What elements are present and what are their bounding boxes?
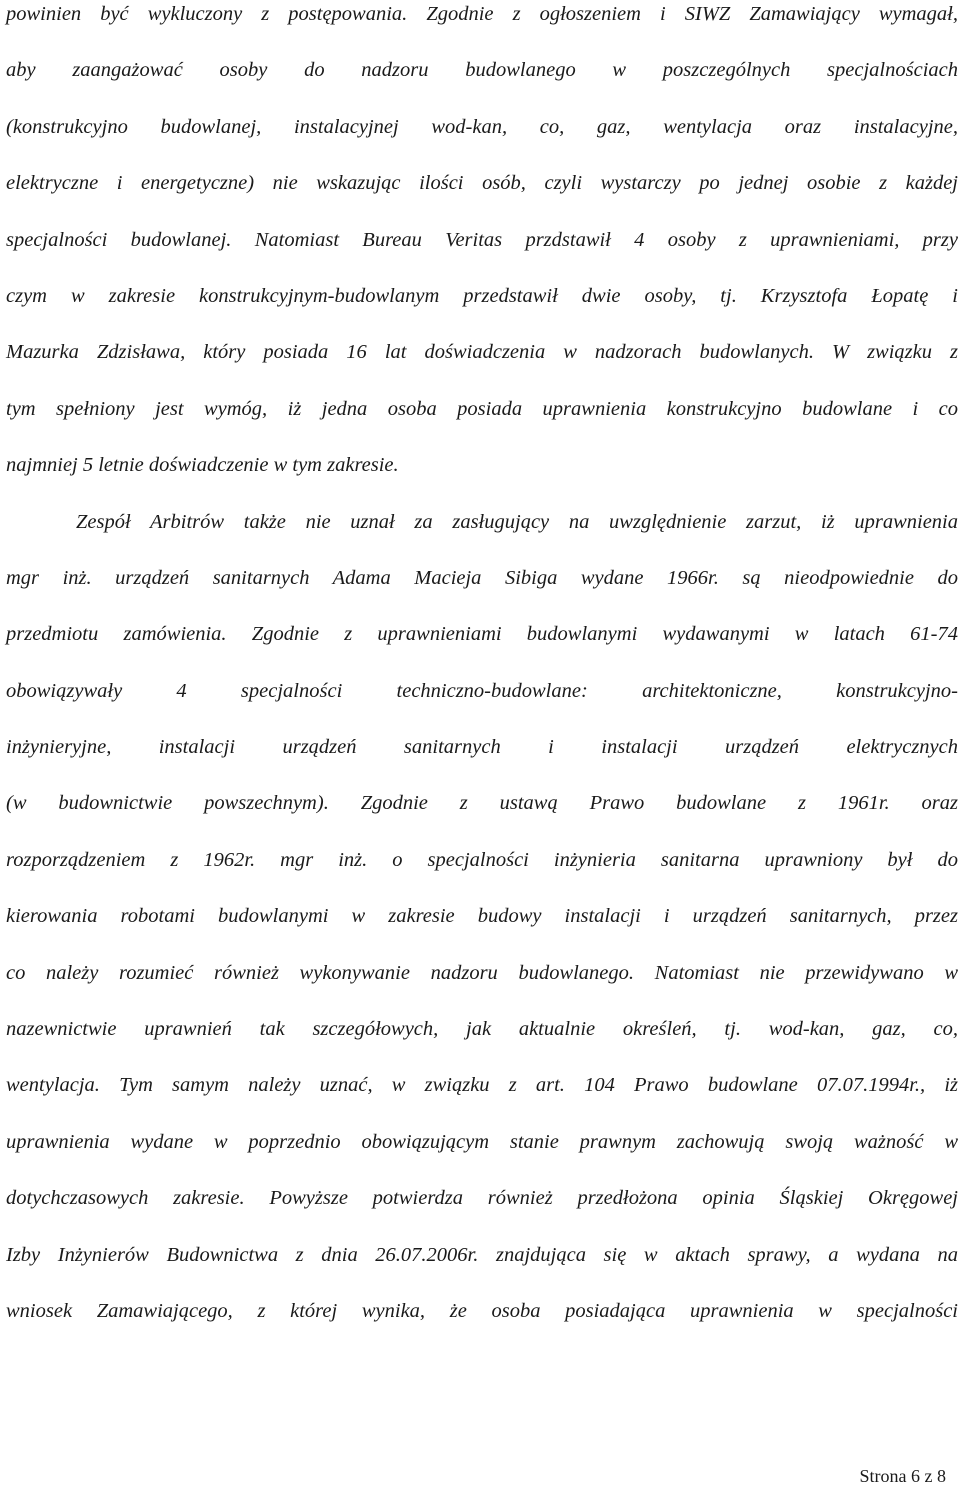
text-line: (konstrukcyjno budowlanej, instalacyjnej wod-kan, co, gaz, wentylacja oraz instalacyjne, (6, 115, 958, 138)
text-line: inżynieryjne, instalacji urządzeń sanitarnych i instalacji urządzeń elektrycznych (6, 736, 958, 759)
text-lines (6, 0, 958, 1339)
text-line: specjalności budowlanej. Natomiast Bureau Veritas przdstawił 4 osoby z uprawnieniami, przy (6, 228, 958, 251)
text-line: obowiązywały 4 specjalności techniczno-budowlane: architektoniczne, konstrukcyjno- (6, 679, 958, 702)
text-line: rozporządzeniem z 1962r. mgr inż. o specjalności inżynieria sanitarna uprawniony był do (6, 848, 958, 871)
text-line: najmniej 5 letnie doświadczenie w tym zakresie. (6, 454, 399, 477)
text-line: czym w zakresie konstrukcyjnym-budowlanym przedstawił dwie osoby, tj. Krzysztofa Łopatę i (6, 284, 958, 307)
text-line: (w budownictwie powszechnym). Zgodnie z ustawą Prawo budowlane z 1961r. oraz (6, 792, 958, 815)
text-line: Izby Inżynierów Budownictwa z dnia 26.07.2006r. znajdująca się w aktach sprawy, a wydana na (6, 1243, 958, 1266)
text-line: nazewnictwie uprawnień tak szczegółowych, jak aktualnie określeń, tj. wod-kan, gaz, co, (6, 1018, 958, 1041)
text-line: Mazurka Zdzisława, który posiada 16 lat doświadczenia w nadzorach budowlanych. W związku z (6, 341, 958, 364)
document-body (6, 0, 958, 1339)
text-line: wniosek Zamawiającego, z której wynika, że osoba posiadająca uprawnienia w specjalności (6, 1299, 958, 1322)
text-line: wentylacja. Tym samym należy uznać, w związku z art. 104 Prawo budowlane 07.07.1994r., iż (6, 1074, 958, 1097)
text-line: mgr inż. urządzeń sanitarnych Adama Macieja Sibiga wydane 1966r. są nieodpowiednie do (6, 566, 958, 589)
text-line: aby zaangażować osoby do nadzoru budowlanego w poszczególnych specjalnościach (6, 59, 958, 82)
text-line: Zespół Arbitrów także nie uznał za zasługujący na uwzględnienie zarzut, iż uprawnienia (76, 510, 958, 533)
text-line: elektryczne i energetyczne) nie wskazując ilości osób, czyli wystarczy po jednej osobie z każdej (6, 172, 958, 195)
page-number: Strona 6 z 8 (859, 1466, 946, 1486)
text-line: powinien być wykluczony z postępowania. Zgodnie z ogłoszeniem i SIWZ Zamawiający wymagał, (6, 3, 958, 25)
text-line: kierowania robotami budowlanymi w zakresie budowy instalacji i urządzeń sanitarnych, przez (6, 905, 958, 928)
text-line: dotychczasowych zakresie. Powyższe potwierdza również przedłożona opinia Śląskiej Okręgowej (6, 1187, 958, 1210)
text-line: co należy rozumieć również wykonywanie nadzoru budowlanego. Natomiast nie przewidywano w (6, 961, 958, 984)
text-line: przedmiotu zamówienia. Zgodnie z uprawnieniami budowlanymi wydawanymi w latach 61-74 (6, 623, 958, 646)
text-line: uprawnienia wydane w poprzednio obowiązującym stanie prawnym zachowują swoją ważność w (6, 1130, 958, 1153)
text-line: tym spełniony jest wymóg, iż jedna osoba posiada uprawnienia konstrukcyjno budowlane i co (6, 397, 958, 420)
